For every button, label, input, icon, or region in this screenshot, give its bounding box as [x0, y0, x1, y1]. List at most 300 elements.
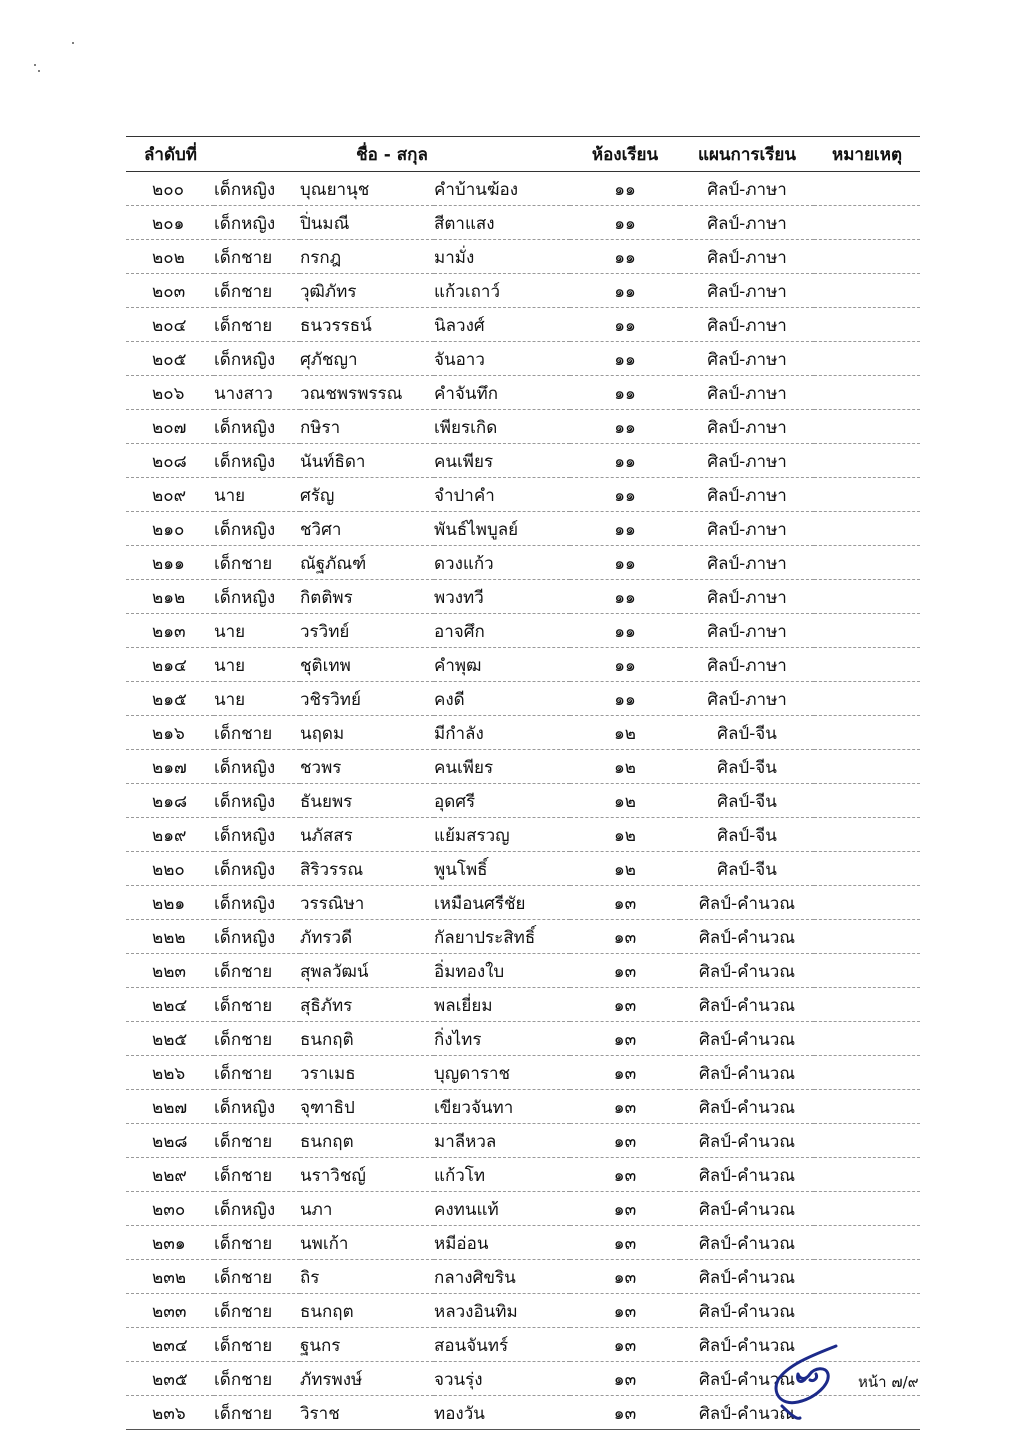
cell-title: เด็กหญิง [214, 342, 300, 376]
cell-title: เด็กหญิง [214, 750, 300, 784]
cell-first-name: ธนวรรธน์ [300, 308, 434, 342]
table-row [126, 512, 920, 546]
cell-title: เด็กชาย [214, 1260, 300, 1294]
cell-plan: ศิลป์-คำนวณ [680, 1396, 814, 1430]
cell-note [814, 1090, 920, 1124]
cell-room: ๑๓ [570, 1396, 680, 1430]
cell-room: ๑๑ [570, 648, 680, 682]
table-row [126, 580, 920, 614]
cell-last-name: หลวงอินทิม [434, 1294, 570, 1328]
cell-last-name: ดวงแก้ว [434, 546, 570, 580]
cell-first-name: ถิร [300, 1260, 434, 1294]
cell-last-name: คงดี [434, 682, 570, 716]
cell-room: ๑๑ [570, 172, 680, 206]
table-row [126, 308, 920, 342]
cell-last-name: เพียรเกิด [434, 410, 570, 444]
cell-no: ๒๒๔ [126, 988, 214, 1022]
cell-first-name: สุธิภัทร [300, 988, 434, 1022]
cell-plan: ศิลป์-ภาษา [680, 240, 814, 274]
cell-room: ๑๑ [570, 614, 680, 648]
cell-room: ๑๑ [570, 444, 680, 478]
cell-room: ๑๑ [570, 512, 680, 546]
cell-room: ๑๑ [570, 308, 680, 342]
cell-plan: ศิลป์-ภาษา [680, 546, 814, 580]
cell-note [814, 512, 920, 546]
cell-note [814, 648, 920, 682]
cell-room: ๑๑ [570, 546, 680, 580]
cell-no: ๒๒๓ [126, 954, 214, 988]
cell-plan: ศิลป์-คำนวณ [680, 1124, 814, 1158]
cell-first-name: ธันยพร [300, 784, 434, 818]
table-row [126, 1124, 920, 1158]
cell-title: เด็กชาย [214, 988, 300, 1022]
cell-no: ๒๒๗ [126, 1090, 214, 1124]
cell-plan: ศิลป์-ภาษา [680, 342, 814, 376]
cell-note [814, 1056, 920, 1090]
page-number: หน้า ๗/๙ [858, 1373, 919, 1391]
cell-plan: ศิลป์-จีน [680, 716, 814, 750]
cell-room: ๑๓ [570, 1294, 680, 1328]
table-row [126, 1090, 920, 1124]
cell-no: ๒๑๑ [126, 546, 214, 580]
cell-first-name: กิตติพร [300, 580, 434, 614]
cell-first-name: นภัสสร [300, 818, 434, 852]
cell-title: เด็กชาย [214, 1124, 300, 1158]
cell-plan: ศิลป์-ภาษา [680, 308, 814, 342]
cell-last-name: จำปาคำ [434, 478, 570, 512]
cell-no: ๒๓๔ [126, 1328, 214, 1362]
cell-title: เด็กชาย [214, 954, 300, 988]
cell-title: เด็กชาย [214, 1396, 300, 1430]
cell-title: เด็กหญิง [214, 784, 300, 818]
cell-room: ๑๑ [570, 478, 680, 512]
table-row [126, 1226, 920, 1260]
cell-note [814, 1158, 920, 1192]
cell-first-name: ธนกฤติ [300, 1022, 434, 1056]
cell-room: ๑๓ [570, 1328, 680, 1362]
header-room: ห้องเรียน [570, 137, 680, 172]
cell-note [814, 376, 920, 410]
cell-note [814, 886, 920, 920]
cell-room: ๑๓ [570, 1056, 680, 1090]
cell-title: นาย [214, 614, 300, 648]
table-row [126, 988, 920, 1022]
cell-last-name: พลเยี่ยม [434, 988, 570, 1022]
cell-plan: ศิลป์-คำนวณ [680, 1022, 814, 1056]
cell-first-name: ปิ่นมณี [300, 206, 434, 240]
cell-last-name: สีตาแสง [434, 206, 570, 240]
cell-last-name: นิลวงศ์ [434, 308, 570, 342]
table-row [126, 682, 920, 716]
cell-note [814, 1124, 920, 1158]
cell-first-name: ณัฐภัณฑ์ [300, 546, 434, 580]
cell-last-name: คงทนแท้ [434, 1192, 570, 1226]
cell-last-name: มาลีหวล [434, 1124, 570, 1158]
cell-last-name: กิ่งไทร [434, 1022, 570, 1056]
cell-no: ๒๑๔ [126, 648, 214, 682]
table-row [126, 852, 920, 886]
cell-room: ๑๓ [570, 1090, 680, 1124]
cell-no: ๒๐๒ [126, 240, 214, 274]
cell-no: ๒๐๘ [126, 444, 214, 478]
signature [770, 1340, 850, 1420]
cell-no: ๒๑๘ [126, 784, 214, 818]
table-row [126, 444, 920, 478]
cell-first-name: วณชพรพรรณ [300, 376, 434, 410]
cell-plan: ศิลป์-ภาษา [680, 478, 814, 512]
cell-first-name: ศุภัชญา [300, 342, 434, 376]
cell-last-name: หมีอ่อน [434, 1226, 570, 1260]
cell-first-name: นราวิชญ์ [300, 1158, 434, 1192]
cell-first-name: นฤดม [300, 716, 434, 750]
cell-first-name: นพเก้า [300, 1226, 434, 1260]
cell-last-name: สอนจันทร์ [434, 1328, 570, 1362]
cell-room: ๑๓ [570, 1124, 680, 1158]
cell-room: ๑๑ [570, 240, 680, 274]
cell-note [814, 206, 920, 240]
cell-last-name: จันอาว [434, 342, 570, 376]
cell-note [814, 818, 920, 852]
cell-title: เด็กชาย [214, 1328, 300, 1362]
cell-no: ๒๓๖ [126, 1396, 214, 1430]
cell-title: เด็กหญิง [214, 1090, 300, 1124]
table-row [126, 172, 920, 206]
cell-no: ๒๒๘ [126, 1124, 214, 1158]
cell-last-name: คำพุฒ [434, 648, 570, 682]
cell-note [814, 1022, 920, 1056]
cell-room: ๑๓ [570, 886, 680, 920]
student-roster-table [126, 136, 920, 1430]
cell-first-name: ธนกฤต [300, 1124, 434, 1158]
cell-first-name: ภัทรวดี [300, 920, 434, 954]
cell-note [814, 920, 920, 954]
cell-plan: ศิลป์-จีน [680, 784, 814, 818]
cell-note [814, 444, 920, 478]
cell-room: ๑๑ [570, 580, 680, 614]
cell-note [814, 1226, 920, 1260]
cell-plan: ศิลป์-คำนวณ [680, 1192, 814, 1226]
cell-title: เด็กชาย [214, 1294, 300, 1328]
cell-title: เด็กชาย [214, 308, 300, 342]
cell-plan: ศิลป์-คำนวณ [680, 988, 814, 1022]
cell-plan: ศิลป์-ภาษา [680, 410, 814, 444]
cell-note [814, 546, 920, 580]
cell-first-name: ฐนกร [300, 1328, 434, 1362]
cell-plan: ศิลป์-คำนวณ [680, 1362, 814, 1396]
cell-room: ๑๓ [570, 1192, 680, 1226]
cell-last-name: แก้วเถาว์ [434, 274, 570, 308]
cell-last-name: ทองวัน [434, 1396, 570, 1430]
cell-no: ๒๒๙ [126, 1158, 214, 1192]
cell-plan: ศิลป์-จีน [680, 852, 814, 886]
cell-plan: ศิลป์-คำนวณ [680, 1158, 814, 1192]
cell-plan: ศิลป์-คำนวณ [680, 1226, 814, 1260]
roster-body [126, 172, 920, 1430]
cell-title: เด็กหญิง [214, 818, 300, 852]
cell-last-name: อิ่มทองใบ [434, 954, 570, 988]
cell-note [814, 614, 920, 648]
cell-title: นาย [214, 682, 300, 716]
cell-no: ๒๑๖ [126, 716, 214, 750]
cell-no: ๒๓๒ [126, 1260, 214, 1294]
cell-last-name: แย้มสรวญ [434, 818, 570, 852]
cell-plan: ศิลป์-คำนวณ [680, 886, 814, 920]
cell-note [814, 410, 920, 444]
cell-first-name: นภา [300, 1192, 434, 1226]
header-note: หมายเหตุ [814, 137, 920, 172]
table-row [126, 716, 920, 750]
cell-note [814, 784, 920, 818]
cell-first-name: ศรัญ [300, 478, 434, 512]
cell-title: เด็กชาย [214, 240, 300, 274]
cell-note [814, 478, 920, 512]
table-row [126, 784, 920, 818]
cell-no: ๒๓๐ [126, 1192, 214, 1226]
cell-room: ๑๓ [570, 1022, 680, 1056]
table-row [126, 1022, 920, 1056]
header-name: ชื่อ - สกุล [214, 137, 570, 172]
cell-first-name: บุณยานุช [300, 172, 434, 206]
cell-no: ๒๑๓ [126, 614, 214, 648]
cell-first-name: วชิรวิทย์ [300, 682, 434, 716]
cell-room: ๑๓ [570, 988, 680, 1022]
cell-title: เด็กหญิง [214, 580, 300, 614]
cell-room: ๑๑ [570, 342, 680, 376]
cell-note [814, 172, 920, 206]
cell-no: ๒๓๓ [126, 1294, 214, 1328]
cell-title: เด็กหญิง [214, 172, 300, 206]
cell-room: ๑๓ [570, 1260, 680, 1294]
cell-first-name: สิริวรรณ [300, 852, 434, 886]
cell-room: ๑๒ [570, 818, 680, 852]
cell-note [814, 274, 920, 308]
cell-no: ๒๐๔ [126, 308, 214, 342]
cell-first-name: สุพลวัฒน์ [300, 954, 434, 988]
cell-room: ๑๒ [570, 784, 680, 818]
table-row [126, 342, 920, 376]
table-row [126, 614, 920, 648]
cell-no: ๒๐๕ [126, 342, 214, 376]
cell-last-name: บุญดาราช [434, 1056, 570, 1090]
cell-note [814, 1294, 920, 1328]
cell-title: นาย [214, 478, 300, 512]
cell-title: เด็กชาย [214, 1158, 300, 1192]
cell-last-name: คนเพียร [434, 750, 570, 784]
cell-title: เด็กหญิง [214, 206, 300, 240]
cell-plan: ศิลป์-คำนวณ [680, 1328, 814, 1362]
cell-last-name: แก้วโท [434, 1158, 570, 1192]
cell-first-name: วราเมธ [300, 1056, 434, 1090]
cell-first-name: กษิรา [300, 410, 434, 444]
table-row [126, 1294, 920, 1328]
cell-last-name: อาจศึก [434, 614, 570, 648]
cell-plan: ศิลป์-คำนวณ [680, 920, 814, 954]
cell-note [814, 580, 920, 614]
table-row [126, 1158, 920, 1192]
cell-plan: ศิลป์-คำนวณ [680, 1090, 814, 1124]
cell-room: ๑๑ [570, 376, 680, 410]
table-row [126, 750, 920, 784]
cell-note [814, 750, 920, 784]
table-row [126, 1260, 920, 1294]
cell-first-name: วรรณิษา [300, 886, 434, 920]
cell-room: ๑๒ [570, 750, 680, 784]
table-row [126, 376, 920, 410]
cell-note [814, 1260, 920, 1294]
table-row [126, 478, 920, 512]
cell-plan: ศิลป์-ภาษา [680, 682, 814, 716]
cell-first-name: ชวิศา [300, 512, 434, 546]
cell-note [814, 342, 920, 376]
cell-plan: ศิลป์-ภาษา [680, 614, 814, 648]
cell-room: ๑๒ [570, 716, 680, 750]
cell-first-name: วุฒิภัทร [300, 274, 434, 308]
header-plan: แผนการเรียน [680, 137, 814, 172]
cell-plan: ศิลป์-ภาษา [680, 206, 814, 240]
cell-room: ๑๑ [570, 410, 680, 444]
cell-plan: ศิลป์-จีน [680, 750, 814, 784]
cell-no: ๒๑๕ [126, 682, 214, 716]
cell-first-name: วิราช [300, 1396, 434, 1430]
cell-plan: ศิลป์-คำนวณ [680, 1260, 814, 1294]
cell-no: ๒๐๓ [126, 274, 214, 308]
cell-first-name: ชวพร [300, 750, 434, 784]
cell-no: ๒๒๐ [126, 852, 214, 886]
cell-last-name: คำบ้านฆ้อง [434, 172, 570, 206]
cell-last-name: มามั่ง [434, 240, 570, 274]
cell-note [814, 716, 920, 750]
cell-no: ๒๑๙ [126, 818, 214, 852]
cell-title: เด็กหญิง [214, 512, 300, 546]
table-row [126, 648, 920, 682]
cell-title: เด็กหญิง [214, 1192, 300, 1226]
cell-plan: ศิลป์-คำนวณ [680, 954, 814, 988]
cell-no: ๒๑๒ [126, 580, 214, 614]
cell-room: ๑๓ [570, 920, 680, 954]
cell-last-name: พูนโพธิ์ [434, 852, 570, 886]
table-row [126, 240, 920, 274]
cell-first-name: ชุติเทพ [300, 648, 434, 682]
cell-title: เด็กชาย [214, 274, 300, 308]
cell-first-name: นันท์ธิดา [300, 444, 434, 478]
cell-note [814, 682, 920, 716]
cell-title: เด็กหญิง [214, 852, 300, 886]
table-row [126, 954, 920, 988]
cell-title: เด็กชาย [214, 546, 300, 580]
cell-title: เด็กหญิง [214, 444, 300, 478]
table-row [126, 818, 920, 852]
cell-note [814, 240, 920, 274]
cell-no: ๒๑๐ [126, 512, 214, 546]
cell-note [814, 308, 920, 342]
cell-note [814, 1192, 920, 1226]
cell-last-name: มีกำลัง [434, 716, 570, 750]
cell-first-name: ธนกฤต [300, 1294, 434, 1328]
cell-plan: ศิลป์-ภาษา [680, 512, 814, 546]
table-row [126, 920, 920, 954]
cell-plan: ศิลป์-ภาษา [680, 274, 814, 308]
cell-title: เด็กชาย [214, 1362, 300, 1396]
cell-no: ๒๒๒ [126, 920, 214, 954]
table-row [126, 546, 920, 580]
cell-room: ๑๓ [570, 1226, 680, 1260]
cell-last-name: เหมือนศรีชัย [434, 886, 570, 920]
cell-last-name: คนเพียร [434, 444, 570, 478]
cell-last-name: พันธ์ไพบูลย์ [434, 512, 570, 546]
cell-note [814, 852, 920, 886]
cell-plan: ศิลป์-ภาษา [680, 444, 814, 478]
cell-plan: ศิลป์-ภาษา [680, 648, 814, 682]
cell-no: ๒๒๑ [126, 886, 214, 920]
cell-last-name: คำจันทึก [434, 376, 570, 410]
cell-note [814, 988, 920, 1022]
cell-last-name: อุดศรี [434, 784, 570, 818]
table-row [126, 410, 920, 444]
cell-title: เด็กชาย [214, 716, 300, 750]
cell-title: เด็กชาย [214, 1022, 300, 1056]
cell-title: เด็กหญิง [214, 886, 300, 920]
cell-last-name: พวงทวี [434, 580, 570, 614]
cell-plan: ศิลป์-คำนวณ [680, 1294, 814, 1328]
cell-plan: ศิลป์-คำนวณ [680, 1056, 814, 1090]
cell-room: ๑๒ [570, 852, 680, 886]
cell-last-name: กัลยาประสิทธิ์ [434, 920, 570, 954]
cell-note [814, 954, 920, 988]
cell-room: ๑๑ [570, 682, 680, 716]
cell-title: นางสาว [214, 376, 300, 410]
table-header-row [126, 137, 920, 172]
cell-first-name: ภัทรพงษ์ [300, 1362, 434, 1396]
cell-no: ๒๒๕ [126, 1022, 214, 1056]
cell-title: นาย [214, 648, 300, 682]
cell-title: เด็กชาย [214, 1226, 300, 1260]
cell-room: ๑๓ [570, 1362, 680, 1396]
cell-first-name: จุฑาธิป [300, 1090, 434, 1124]
cell-no: ๒๐๖ [126, 376, 214, 410]
header-no: ลำดับที่ [126, 137, 214, 172]
cell-no: ๒๐๐ [126, 172, 214, 206]
cell-room: ๑๓ [570, 1158, 680, 1192]
table-row [126, 206, 920, 240]
cell-last-name: จวนรุ่ง [434, 1362, 570, 1396]
cell-title: เด็กชาย [214, 1056, 300, 1090]
cell-last-name: กลางศิขริน [434, 1260, 570, 1294]
cell-no: ๒๓๑ [126, 1226, 214, 1260]
cell-plan: ศิลป์-จีน [680, 818, 814, 852]
cell-room: ๑๑ [570, 274, 680, 308]
table-row [126, 886, 920, 920]
cell-no: ๒๐๑ [126, 206, 214, 240]
cell-no: ๒๐๗ [126, 410, 214, 444]
cell-no: ๒๒๖ [126, 1056, 214, 1090]
cell-no: ๒๓๕ [126, 1362, 214, 1396]
cell-last-name: เขียวจันทา [434, 1090, 570, 1124]
cell-no: ๒๑๗ [126, 750, 214, 784]
cell-first-name: กรกฎ [300, 240, 434, 274]
cell-plan: ศิลป์-ภาษา [680, 580, 814, 614]
cell-plan: ศิลป์-ภาษา [680, 172, 814, 206]
cell-room: ๑๓ [570, 954, 680, 988]
table-row [126, 1192, 920, 1226]
table-row [126, 1056, 920, 1090]
cell-title: เด็กหญิง [214, 410, 300, 444]
cell-title: เด็กหญิง [214, 920, 300, 954]
cell-room: ๑๑ [570, 206, 680, 240]
table-row [126, 274, 920, 308]
cell-no: ๒๐๙ [126, 478, 214, 512]
cell-first-name: วรวิทย์ [300, 614, 434, 648]
cell-plan: ศิลป์-ภาษา [680, 376, 814, 410]
